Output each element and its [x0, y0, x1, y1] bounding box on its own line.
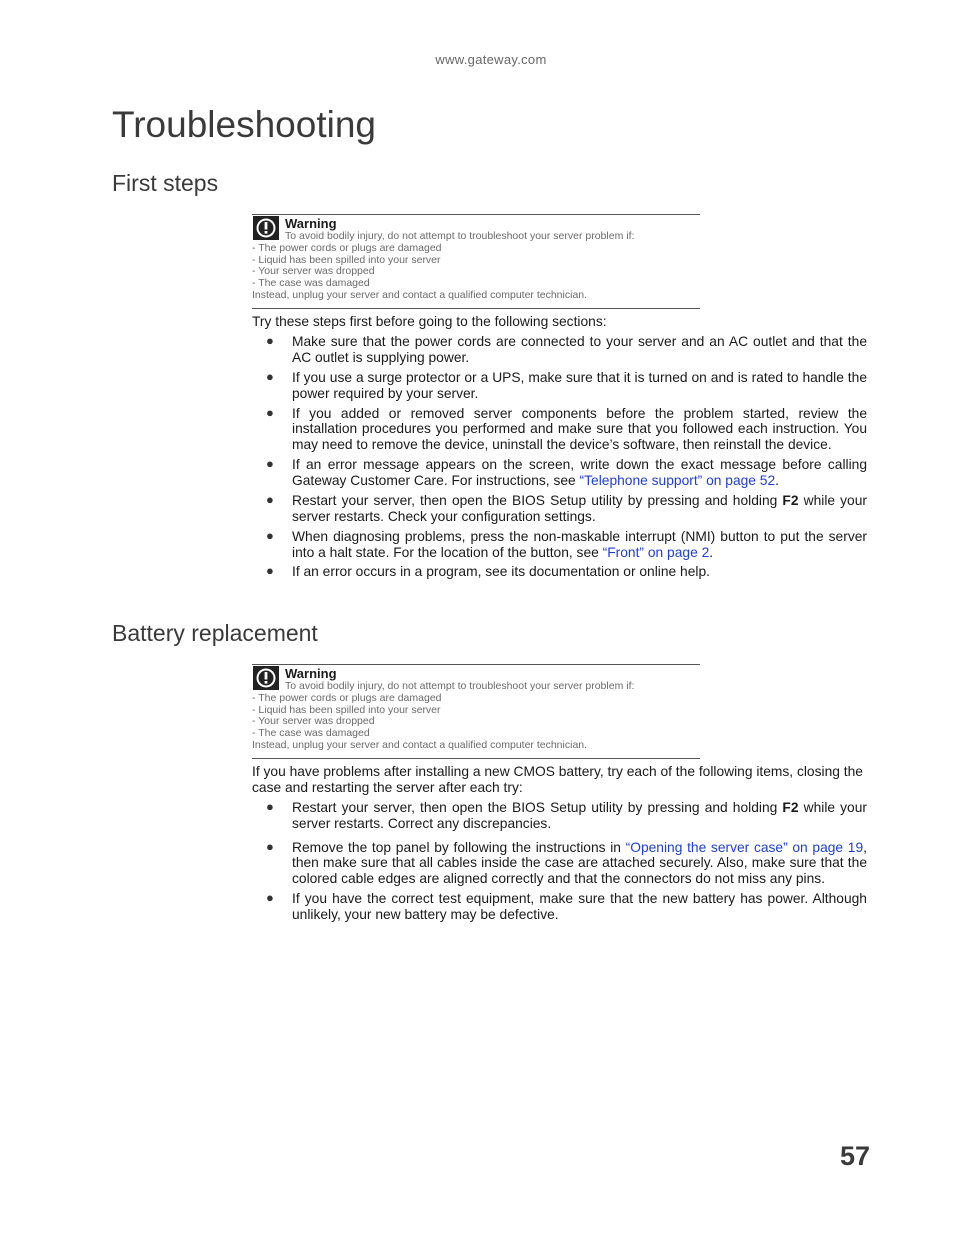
section-heading-first-steps: First steps	[112, 170, 219, 196]
opening-server-case-link[interactable]: “Opening the server case” on page 19	[625, 839, 864, 855]
bullet-dot: ●	[266, 890, 274, 906]
warning-exclamation-icon	[253, 216, 279, 240]
bullet-text: If an error message appears on the screen, write down the exact message before calling Gateway Customer Care. For instructions, see	[292, 457, 867, 488]
bullet-list-battery-replacement	[252, 800, 867, 927]
warning-line: - The case was damaged	[252, 727, 370, 740]
bullet-dot: ●	[266, 527, 274, 543]
front-page-link[interactable]: “Front” on page 2	[602, 544, 710, 560]
bullet-text-end: .	[775, 472, 779, 488]
bullet-text: Restart your server, then open the BIOS Setup utility by pressing and holding	[292, 800, 783, 815]
list-item	[252, 334, 867, 366]
section-intro: Try these steps first before going to the following sections:	[252, 314, 607, 329]
bullet-text-end: while your server restarts. Correct any discrepancies.	[292, 800, 867, 831]
warning-box	[252, 214, 700, 309]
warning-line: - Liquid has been spilled into your server	[252, 703, 441, 716]
warning-box	[252, 664, 700, 759]
key-label: F2	[782, 800, 799, 815]
warning-line: - Liquid has been spilled into your server	[252, 253, 441, 266]
bullet-dot: ●	[266, 838, 274, 854]
warning-exclamation-icon	[253, 666, 279, 690]
bullet-text: When diagnosing problems, press the non-maskable interrupt (NMI) button to put the server into a halt state. For the location of the button, see	[292, 528, 867, 560]
page-title: Troubleshooting	[112, 104, 376, 145]
warning-line: Instead, unplug your server and contact a qualified computer technician.	[252, 738, 588, 751]
warning-intro: To avoid bodily injury, do not attempt to troubleshoot your server problem if:	[285, 680, 635, 692]
bullet-text-end: , then make sure that all cables inside the case are attached securely. Also, make sure that the colored cable edges are aligned correctly and that the connectors do not miss any pins.	[292, 839, 867, 887]
list-item	[252, 457, 867, 489]
warning-line: - Your server was dropped	[252, 715, 375, 728]
list-item	[252, 493, 867, 525]
bullet-text: Remove the top panel by following the instructions in	[292, 839, 626, 855]
warning-title: Warning	[285, 666, 337, 681]
list-item	[252, 370, 867, 402]
list-item	[252, 891, 867, 923]
bullet-text: Make sure that the power cords are connected to your server and an AC outlet and that the AC outlet is supplying power.	[292, 334, 867, 365]
bullet-dot: ●	[266, 563, 274, 579]
bullet-text: If you have the correct test equipment, make sure that the new battery has power. Although unlikely, your new battery may be defective.	[292, 891, 867, 922]
bullet-dot: ●	[266, 456, 274, 472]
header-url[interactable]: www.gateway.com	[435, 52, 547, 67]
bullet-dot: ●	[266, 368, 274, 384]
section-intro: If you have problems after installing a new CMOS battery, try each of the following items, closing the case and restarting the server after each try:	[252, 764, 863, 795]
list-item	[252, 840, 867, 887]
bullet-dot: ●	[266, 404, 274, 420]
bullet-dot: ●	[266, 799, 274, 814]
section-heading-battery-replacement: Battery replacement	[112, 620, 318, 646]
bullet-text: If you use a surge protector or a UPS, make sure that it is turned on and is rated to handle the power required by your server.	[292, 369, 867, 401]
warning-line: Instead, unplug your server and contact a qualified computer technician.	[252, 288, 588, 301]
warning-line: - The power cords or plugs are damaged	[252, 241, 442, 254]
bullet-list-first-steps	[252, 334, 867, 584]
bullet-dot: ●	[266, 491, 274, 507]
key-label: F2	[782, 492, 799, 508]
telephone-support-link[interactable]: “Telephone support” on page 52	[579, 472, 776, 488]
warning-title: Warning	[285, 216, 337, 231]
warning-line: - Your server was dropped	[252, 265, 375, 278]
list-item	[252, 800, 867, 832]
bullet-text-end: .	[709, 544, 714, 560]
warning-line: - The case was damaged	[252, 277, 370, 290]
bullet-text: If an error occurs in a program, see its documentation or online help.	[292, 564, 710, 580]
bullet-text: Restart your server, then open the BIOS Setup utility by pressing and holding	[292, 492, 783, 508]
list-item	[252, 529, 867, 561]
warning-line: - The power cords or plugs are damaged	[252, 691, 442, 704]
bullet-text: If you added or removed server components before the problem started, review the installation procedures you performed and make sure that you followed each instruction. You may need to remove the device, uninstall the device’s software, then reinstall the device.	[292, 405, 867, 453]
list-item	[252, 564, 867, 580]
page-number: 57	[840, 1141, 871, 1171]
list-item	[252, 406, 867, 453]
warning-intro: To avoid bodily injury, do not attempt to troubleshoot your server problem if:	[285, 230, 635, 242]
bullet-text-end: while your server restarts. Check your configuration settings.	[292, 492, 867, 524]
bullet-dot: ●	[266, 333, 274, 348]
